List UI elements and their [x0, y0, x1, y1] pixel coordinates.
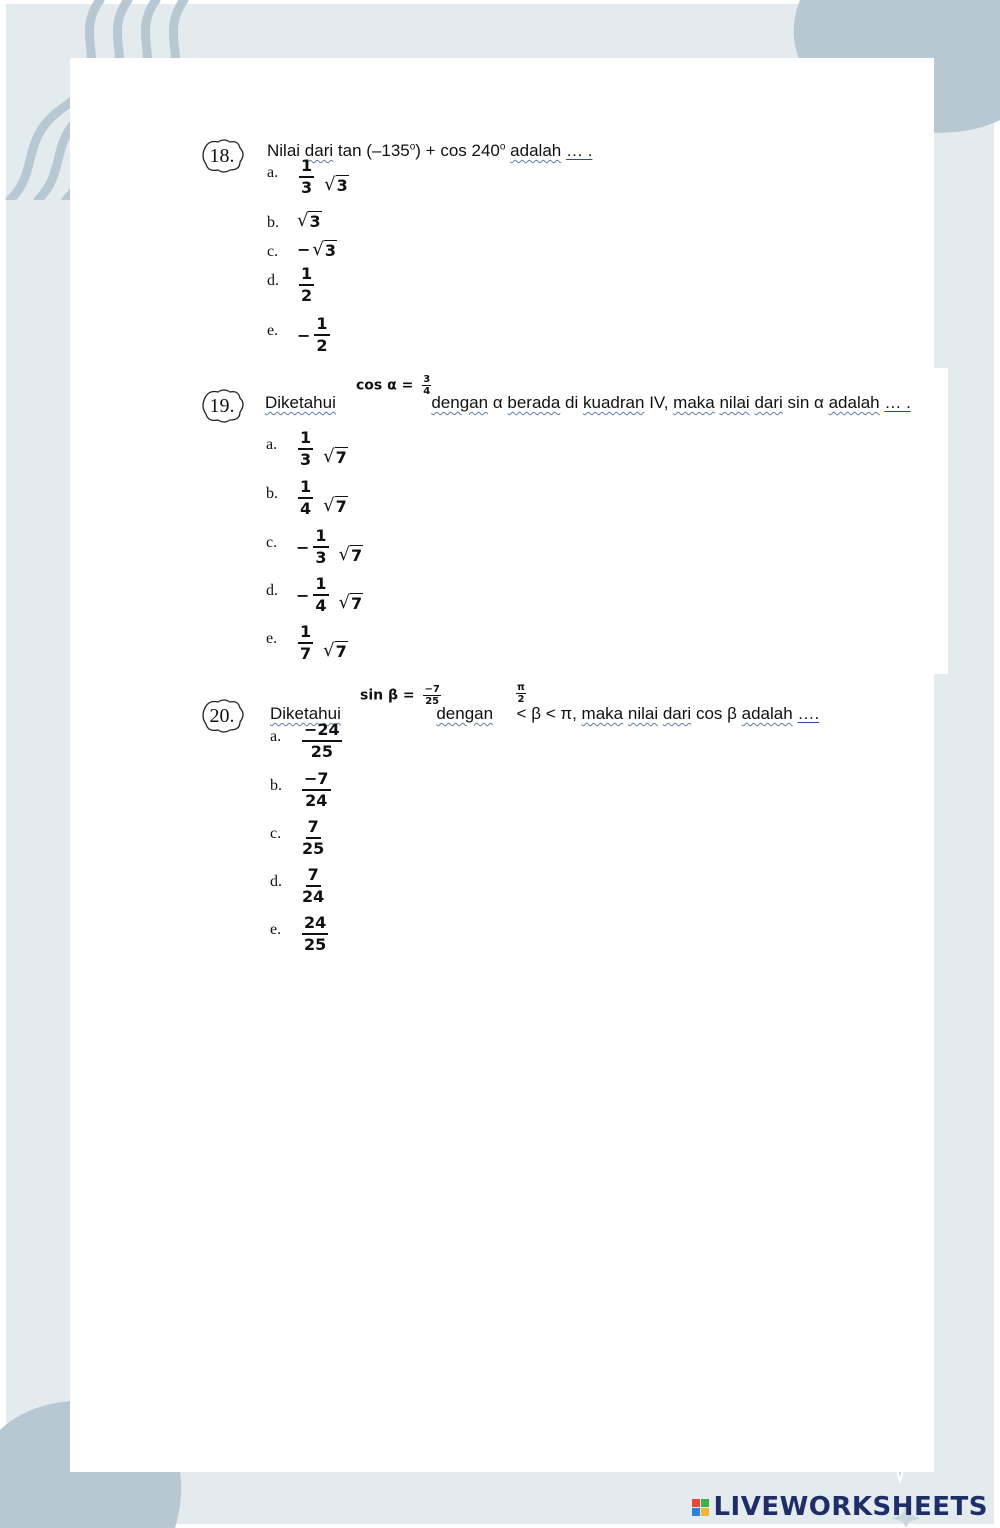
- fraction: $\frac{1}{3}$: [315, 526, 327, 567]
- option-letter: b.: [267, 214, 279, 231]
- square-root: √ 7: [323, 639, 347, 661]
- option-math: [297, 158, 349, 197]
- option-letter: a.: [270, 728, 282, 745]
- question-number: 18.: [209, 144, 235, 167]
- stem-word: adalah: [510, 141, 562, 160]
- option-math: [297, 210, 322, 231]
- answer-blank: … .: [565, 141, 593, 160]
- fraction: $\frac{7}{25}$: [302, 817, 325, 858]
- stem-word: IV,: [649, 393, 669, 412]
- option-letter: e.: [270, 921, 282, 938]
- stem-word: di: [565, 393, 579, 412]
- stem-word: dari: [754, 393, 783, 412]
- square-root: √ 3: [312, 239, 337, 260]
- stem-word: < β < π,: [516, 704, 577, 723]
- question-number: 20.: [209, 704, 235, 727]
- question-number: 19.: [209, 394, 235, 417]
- stem-word: dengan: [431, 393, 489, 412]
- stem-word: nilai: [719, 393, 750, 412]
- stem-word: adalah: [741, 704, 793, 723]
- stem-word: dari: [662, 704, 692, 723]
- square-root: √ 7: [323, 445, 347, 467]
- stem-word: tan (–135: [337, 141, 410, 160]
- square-root: √ 7: [323, 494, 347, 516]
- logo-grid-icon: [692, 1499, 709, 1516]
- question-number-badge: [200, 138, 244, 174]
- option-math: [300, 771, 333, 810]
- fraction: $\frac{1}{4}$: [315, 574, 327, 615]
- option-letter: c.: [267, 243, 279, 260]
- option-math: [300, 722, 344, 761]
- option-math: − √ 3: [297, 239, 337, 260]
- square-root: √ 7: [338, 543, 363, 565]
- square-root: √ 3: [297, 210, 321, 231]
- option-letter: b.: [266, 485, 278, 502]
- fraction: $\frac{7}{24}$: [302, 865, 325, 906]
- option-letter: e.: [266, 630, 278, 647]
- stem-word: Diketahui: [270, 704, 341, 723]
- fraction: $\frac{-24}{25}$: [304, 720, 340, 761]
- fraction: $\frac{-7}{24}$: [304, 769, 329, 810]
- option-letter: d.: [270, 873, 282, 890]
- question-stem: [270, 704, 819, 724]
- fraction: $\frac{1}{2}$: [316, 314, 328, 355]
- square-root: √ 3: [324, 173, 348, 195]
- fraction: $\frac{1}{7}$: [300, 622, 312, 663]
- fraction: $\frac{24}{25}$: [304, 913, 327, 954]
- fraction: $\frac{1}{2}$: [301, 264, 313, 305]
- question-20: [200, 678, 850, 968]
- stem-word: berada: [507, 393, 561, 412]
- option-math: [296, 430, 348, 469]
- option-letter: c.: [270, 825, 282, 842]
- option-math: [296, 479, 348, 518]
- pi-half-fraction: [516, 682, 526, 705]
- option-math: − $\frac{1}{3}$ √ 7: [296, 526, 363, 567]
- liveworksheets-logo[interactable]: [692, 1492, 988, 1522]
- question-19: [200, 368, 948, 674]
- stem-word: kuadran: [583, 393, 645, 412]
- fraction: $\frac{1}{3}$: [301, 156, 313, 197]
- stem-word: maka: [581, 704, 624, 723]
- option-letter: d.: [267, 272, 279, 289]
- option-math: [300, 867, 326, 906]
- stem-word: dengan: [436, 704, 494, 723]
- option-math: − $\frac{1}{4}$ √ 7: [296, 574, 363, 615]
- option-letter: a.: [266, 436, 278, 453]
- fraction: $\frac{\pi}{2}$: [517, 682, 525, 705]
- question-number-badge: [200, 388, 244, 424]
- square-root: √ 7: [338, 591, 363, 613]
- option-math: [297, 266, 316, 305]
- fraction: $\frac{-7}{25}$: [424, 684, 440, 707]
- degree-sign: o: [499, 141, 506, 153]
- stem-word: adalah: [828, 393, 880, 412]
- option-math: − $\frac{1}{2}$: [297, 314, 328, 355]
- stem-word: Diketahui: [265, 393, 336, 412]
- question-stem: [265, 393, 911, 413]
- stem-word: Nilai: [267, 141, 301, 160]
- option-letter: e.: [267, 322, 279, 339]
- stem-word: maka: [673, 393, 715, 412]
- stem-word: α: [492, 393, 503, 412]
- option-math: [300, 915, 330, 954]
- option-letter: a.: [267, 164, 279, 181]
- degree-sign: o: [409, 141, 416, 153]
- option-letter: c.: [266, 534, 278, 551]
- option-math: [300, 819, 326, 858]
- stem-word: dari: [304, 141, 334, 160]
- fraction: $\frac{3}{4}$: [423, 374, 431, 397]
- option-letter: b.: [270, 777, 282, 794]
- fraction: $\frac{1}{3}$: [300, 428, 312, 469]
- stem-word: ) + cos 240: [415, 141, 500, 160]
- question-number-badge: [200, 698, 244, 734]
- answer-blank: … .: [884, 393, 911, 412]
- stem-word: nilai: [627, 704, 659, 723]
- fraction: $\frac{1}{4}$: [300, 477, 312, 518]
- stem-word: sin α: [787, 393, 824, 412]
- answer-blank: ….: [797, 704, 820, 723]
- question-18: [200, 132, 640, 362]
- brand-text: LIVEWORKSHEETS: [713, 1492, 988, 1522]
- stem-word: cos β: [695, 704, 737, 723]
- given-equation: cos α = $\frac{3}{4}$: [356, 374, 431, 397]
- given-equation: sin β = $\frac{-7}{25}$: [360, 684, 440, 707]
- option-letter: d.: [266, 582, 278, 599]
- option-math: [296, 624, 348, 663]
